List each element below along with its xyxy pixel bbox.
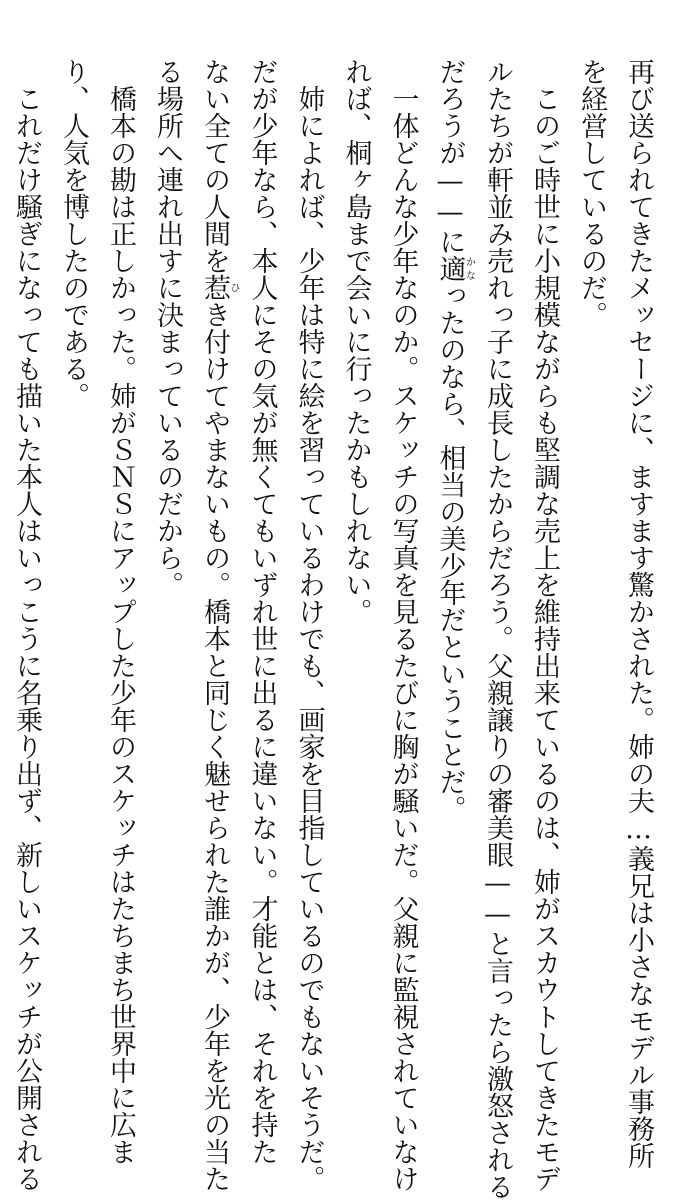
text-line: 橋本の勘は正しかった。姉がＳＮＳにアップした少年のスケッチはたちまち世界中に広ま [105,58,136,1165]
text-line: 姉によれば、少年は特に絵を習っているわけでも、画家を目指しているのでもないそうだ。 [293,58,325,1192]
text-line: だが少年なら、本人にその気が無くてもいずれ世に出るに違いない。才能とは、それを持た [246,58,278,1165]
text-line: このご時世に小規模ながらも堅調な売上を維持出来ているのは、姉がスカウトしてきたモデ [529,58,560,1192]
furigana: 惹ひ [199,274,239,301]
text-line: 一体どんな少年なのか。スケッチの写真を見るたびに胸が騒いだ。父親に監視されていなけ [387,58,419,1192]
text-line: だろうが——に適かなったのなら、相当の美少年だということだ。 [434,58,475,822]
text-line: 再び送られてきたメッセージに、ますます驚かされた。姉の夫…義兄は小さなモデル事務所 [623,58,654,1169]
text-line: り、人気を博したのである。 [58,58,89,409]
furigana: 適かな [434,255,475,282]
text-line: を経営しているのだ。 [576,58,607,328]
text-line: ルたちが軒並み売れっ子に成長したからだろう。父親譲りの審美眼——と言ったら激怒される [482,58,513,1200]
text-line: る場所へ連れ出すに決まっているのだから。 [152,58,183,598]
text-line: れば、桐ヶ島まで会いに行ったかもしれない。 [340,58,372,625]
vertical-text-body [11,58,662,1200]
text-line: ない全ての人間を惹ひき付けてやまないもの。橋本と同じく魅せられた誰かが、少年を光の当た [199,58,239,1192]
text-line: これだけ騒ぎになっても描いた本人はいっこうに名乗り出ず、新しいスケッチが公開される [11,58,42,1192]
text-line [0,58,3,963]
